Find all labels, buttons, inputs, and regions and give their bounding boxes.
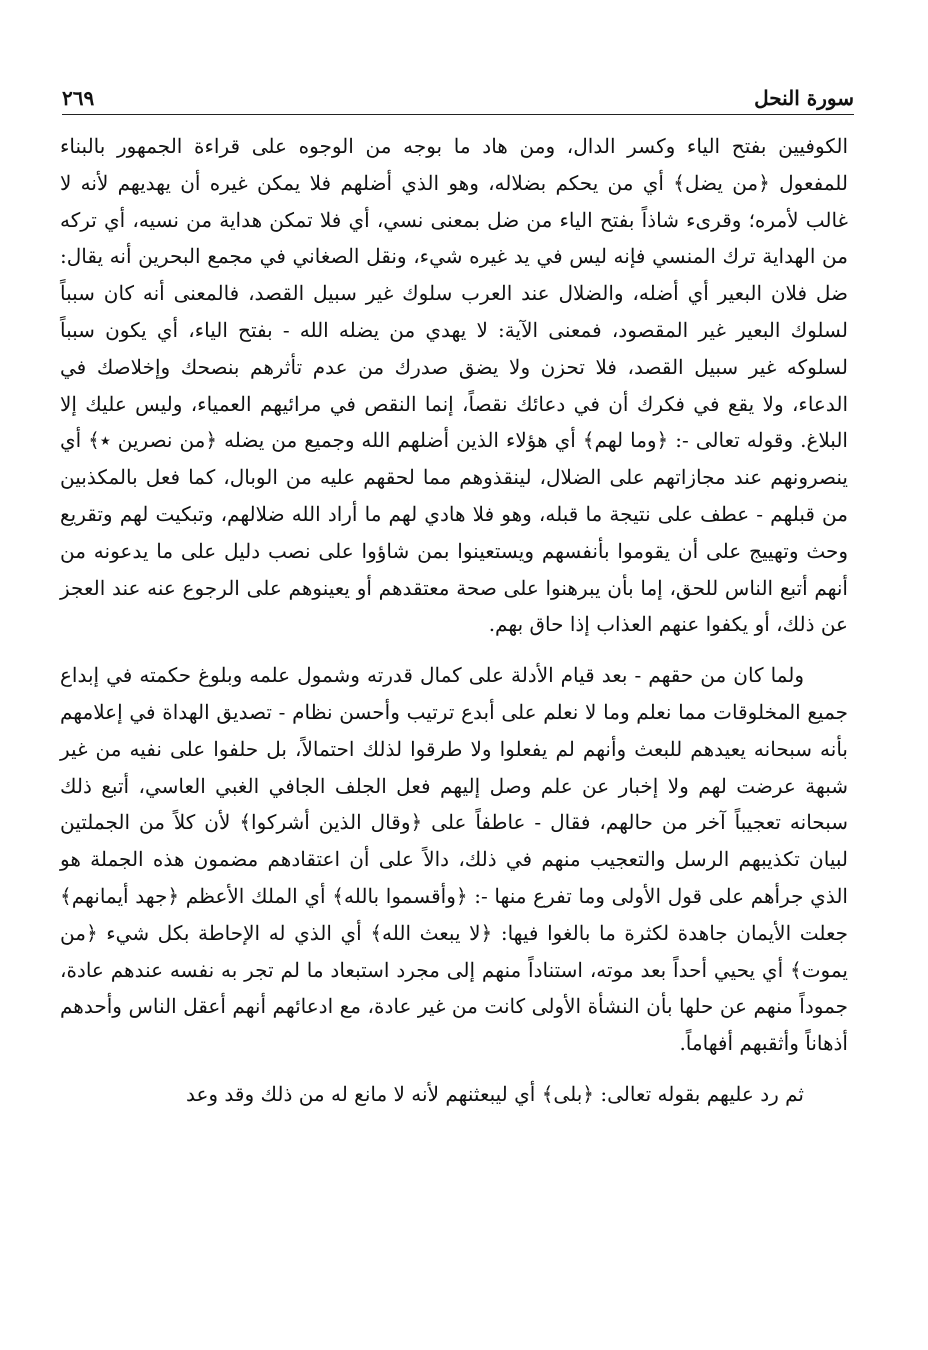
page-number: ٢٦٩ [62, 86, 95, 110]
header-rule [62, 114, 854, 115]
paragraph-2: ولما كان من حقهم - بعد قيام الأدلة على كمال قدرته وشمول علمه وبلوغ حكمته في إبداع جميع المخلوقات مما نعلم وما لا نعلم على أبدع ترتيب وأحسن نظام - تصديق الهداة في إعلامهم بأنه سبحانه يعيدهم للبعث وأنهم لم يفعلوا ولا طرقوا لذلك احتمالاً، بل حلفوا على نفيه من غير شبهة عرضت لهم ولا إخبار عن علم وصل إليهم فعل الجلف الجافي الغبي العاسي، أتبع ذلك سبحانه تعجيباً آخر من حالهم، فقال - عاطفاً على ﴿وقال الذين أشركوا﴾ لأن كلاً من الجملتين لبيان تكذيبهم الرسل والتعجيب منهم في ذلك، دالاً على أن اعتقادهم مضمون هذه الجملة هو الذي جرأهم على قول الأولى وما تفرع منها -: ﴿وأقسموا بالله﴾ أي الملك الأعظم ﴿جهد أيمانهم﴾ جعلت الأيمان جاهدة لكثرة ما بالغوا فيها: ﴿لا يبعث الله﴾ أي الذي له الإحاطة بكل شيء ﴿من يموت﴾ أي يحيي أحداً بعد موته، استناداً منهم إلى مجرد استبعاد ما لم تجر به نفسه عندهم عادة، جموداً منهم عن حلها بأن النشأة الأولى كانت من غير عادة، مع ادعائهم أنهم أعقل الناس وأحدهم أذهاناً وأثقبهم أفهاماً. [60, 663, 848, 1056]
paragraph-3: ثم رد عليهم بقوله تعالى: ﴿بلى﴾ أي ليبعثنهم لأنه لا مانع له من ذلك وقد وعد [185, 1081, 804, 1106]
paragraph-1: الكوفيين بفتح الياء وكسر الدال، ومن هاد ما بوجه من الوجوه على قراءة الجمهور بالبناء للمفعول ﴿من يضل﴾ أي من يحكم بضلاله، وهو الذي أضلهم فلا يمكن غيره أن يهديهم لأنه لا غالب لأمره؛ وقرىء شاذاً بفتح الياء من ضل بمعنى نسي، أي فلا تمكن هداية من نسيه، أي تركه من الهداية ترك المنسي فإنه ليس في يد غيره شيء، ونقل الصغاني في مجمع البحرين أنه يقال: ضل فلان البعير أي أضله، والضلال عند العرب سلوك غير سبيل القصد، فالمعنى أنه كان سبباً لسلوك البعير غير المقصود، فمعنى الآية: لا يهدي من يضله الله - بفتح الياء، أي يكون سبباً لسلوكه غير سبيل القصد، فلا تحزن ولا يضق صدرك من عدم تأثرهم بنصحك وإخلاصك في الدعاء، ولا يقع في فكرك أن في دعائك نقصاً، إنما النقص في مرائيهم العمياء، وليس عليك إلا البلاغ. وقوله تعالى -: ﴿وما لهم﴾ أي هؤلاء الذين أضلهم الله وجميع من يضله ﴿من نصرين ٭﴾ أي ينصرونهم عند مجازاتهم على الضلال، لينقذوهم مما لحقهم عليه من الوبال، كما فعل بالمكذبين من قبلهم - عطف على نتيجة ما قبله، وهو فلا هادي لهم ما أراد الله ضلالهم، وتبكيت لهم وتقريع وحث وتهييج على أن يقوموا بأنفسهم ويستعينوا بمن شاؤوا على نصب دليل على ما يدعونه من أنهم أتبع الناس للحق، إما بأن يبرهنوا على صحة معتقدهم أو يعينوهم على الرجوع عنه عند العجز عن ذلك، أو يكفوا عنهم العذاب إذا حاق بهم. [60, 134, 848, 637]
page-header [62, 80, 854, 110]
body-text [60, 128, 848, 1113]
running-title: سورة النحل [754, 86, 854, 110]
